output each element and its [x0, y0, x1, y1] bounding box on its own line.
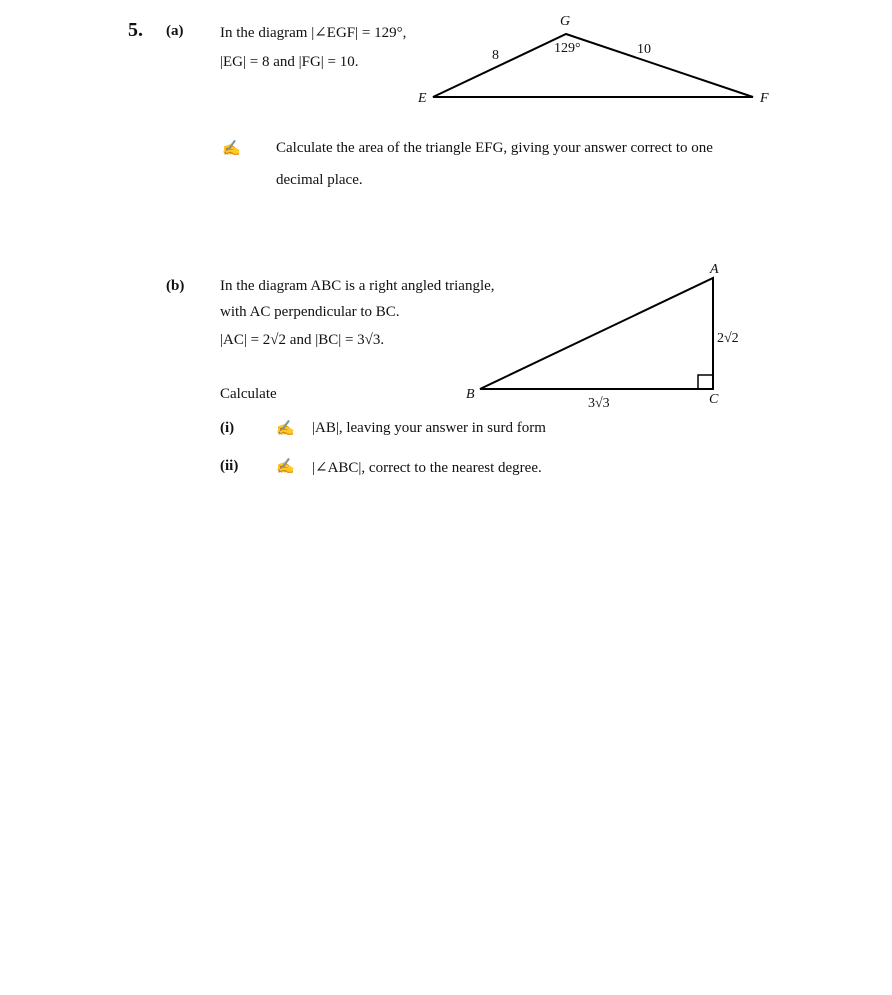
- question-number: 5.: [128, 19, 143, 41]
- part-a-line2: |EG| = 8 and |FG| = 10.: [220, 54, 359, 70]
- vertex-e-label: E: [418, 91, 427, 106]
- part-b-line3: |AC| = 2√2 and |BC| = 3√3.: [220, 332, 385, 348]
- side-bc-label: 3√3: [588, 396, 610, 411]
- pencil-icon: ✍: [222, 141, 241, 157]
- sub-i-text: |AB|, leaving your answer in surd form: [312, 420, 546, 436]
- part-b-line1: In the diagram ABC is a right angled triangle,: [220, 278, 495, 294]
- right-angle-marker: [698, 375, 713, 389]
- part-a-instruction-line2: decimal place.: [276, 172, 363, 188]
- pencil-icon: ✍: [276, 421, 295, 437]
- part-a-label: (a): [166, 23, 184, 39]
- vertex-c-label: C: [709, 392, 719, 407]
- vertex-f-label: F: [760, 91, 769, 106]
- pencil-icon: ✍: [276, 459, 295, 475]
- triangle-abc: [480, 278, 713, 389]
- part-b-line2: with AC perpendicular to BC.: [220, 304, 400, 320]
- triangle-abc-diagram: [466, 262, 739, 411]
- part-b-label: (b): [166, 278, 185, 294]
- part-b-calculate: Calculate: [220, 386, 277, 402]
- part-a-instruction-line1: Calculate the area of the triangle EFG, giving your answer correct to one: [276, 140, 713, 156]
- triangle-efg: [433, 34, 753, 97]
- sub-i-label: (i): [220, 420, 235, 436]
- vertex-g-label: G: [560, 14, 571, 29]
- side-ac-label: 2√2: [717, 331, 739, 346]
- vertex-a-label: A: [710, 262, 719, 277]
- vertex-b-label: B: [466, 387, 475, 402]
- angle-g-label: 129°: [554, 41, 581, 56]
- part-a-line1: In the diagram |∠EGF| = 129°,: [220, 25, 407, 41]
- sub-ii-label: (ii): [220, 458, 239, 474]
- side-fg-label: 10: [637, 42, 651, 57]
- sub-ii-text: |∠ABC|, correct to the nearest degree.: [312, 460, 542, 476]
- side-eg-label: 8: [492, 48, 499, 63]
- triangle-efg-diagram: [417, 14, 769, 106]
